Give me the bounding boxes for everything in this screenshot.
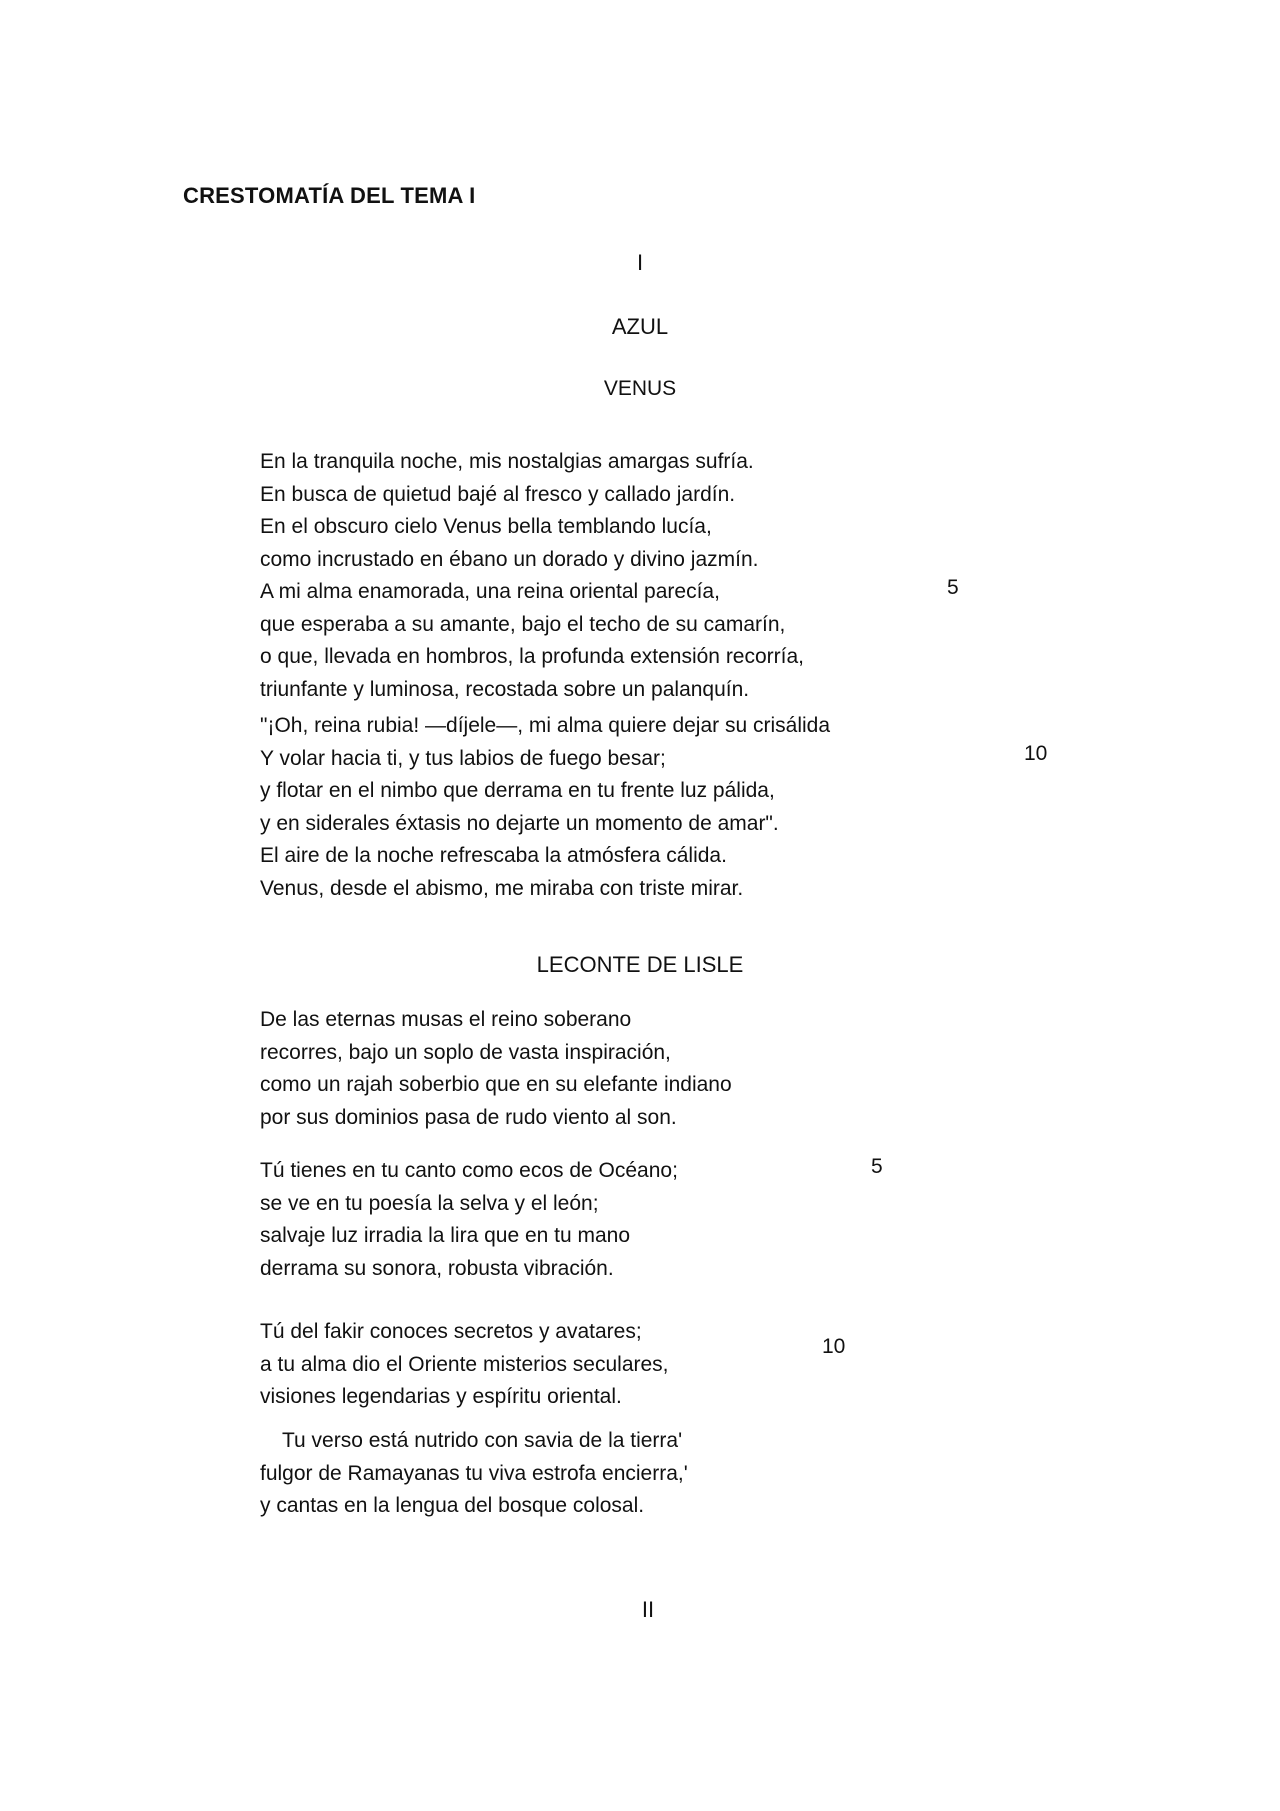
verse-line: A mi alma enamorada, una reina oriental parecía, bbox=[260, 580, 720, 603]
verse-line: como incrustado en ébano un dorado y divino jazmín. bbox=[260, 547, 759, 571]
verse-line: a tu alma dio el Oriente misterios seculares, bbox=[260, 1352, 669, 1376]
verse-line: visiones legendarias y espíritu oriental. bbox=[260, 1385, 622, 1408]
sonnet-stanza-1 bbox=[260, 1004, 732, 1134]
poem-title-venus: VENUS bbox=[603, 377, 677, 400]
verse-line: o que, llevada en hombros, la profunda extensión recorría, bbox=[260, 645, 805, 668]
verse-line: "¡Oh, reina rubia! —díjele—, mi alma quiere dejar su crisálida bbox=[260, 714, 831, 737]
verse-line: recorres, bajo un soplo de vasta inspiración, bbox=[260, 1040, 671, 1064]
sonnet-stanza-4 bbox=[260, 1425, 688, 1523]
section-number-2: II bbox=[641, 1597, 655, 1622]
poem-venus bbox=[260, 446, 830, 905]
verse-line: y flotar en el nimbo que derrama en tu frente luz pálida, bbox=[260, 779, 775, 802]
verse-line: derrama su sonora, robusta vibración. bbox=[260, 1256, 614, 1280]
verse-line: Tú del fakir conoces secretos y avatares; bbox=[260, 1320, 642, 1343]
verse-line: por sus dominios pasa de rudo viento al son. bbox=[260, 1105, 677, 1129]
verse-line: Tú tienes en tu canto como ecos de Océano; bbox=[260, 1159, 678, 1182]
sonnet-stanza-2 bbox=[260, 1155, 678, 1285]
page-heading: CRESTOMATÍA DEL TEMA I bbox=[183, 183, 476, 208]
line-number-5: 5 bbox=[947, 576, 959, 599]
verse-line: En la tranquila noche, mis nostalgias amargas sufría. bbox=[260, 450, 754, 473]
verse-line: El aire de la noche refrescaba la atmósfera cálida. bbox=[260, 844, 727, 867]
verse-line: Y volar hacia ti, y tus labios de fuego besar; bbox=[260, 746, 666, 770]
verse-line: y cantas en la lengua del bosque colosal. bbox=[260, 1494, 645, 1517]
verse-line: salvaje luz irradia la lira que en tu mano bbox=[260, 1224, 631, 1247]
sonnet-stanza-3 bbox=[260, 1316, 669, 1414]
verse-line: Tu verso está nutrido con savia de la tierra' bbox=[282, 1429, 683, 1452]
book-title: AZUL bbox=[611, 314, 669, 339]
verse-line: En el obscuro cielo Venus bella temblando lucía, bbox=[260, 515, 712, 538]
verse-line: De las eternas musas el reino soberano bbox=[260, 1008, 632, 1031]
line-number-5: 5 bbox=[871, 1155, 883, 1178]
verse-line: que esperaba a su amante, bajo el techo de su camarín, bbox=[260, 612, 786, 636]
verse-line: como un rajah soberbio que en su elefante indiano bbox=[260, 1073, 732, 1096]
section-number-1: I bbox=[636, 250, 644, 275]
verse-line: se ve en tu poesía la selva y el león; bbox=[260, 1191, 599, 1215]
verse-line: Venus, desde el abismo, me miraba con triste mirar. bbox=[260, 876, 744, 900]
poem-title-leconte: LECONTE DE LISLE bbox=[536, 952, 744, 977]
verse-line: fulgor de Ramayanas tu viva estrofa encierra,' bbox=[260, 1461, 688, 1485]
verse-line: En busca de quietud bajé al fresco y callado jardín. bbox=[260, 482, 736, 506]
line-number-10: 10 bbox=[822, 1335, 846, 1358]
verse-line: triunfante y luminosa, recostada sobre un palanquín. bbox=[260, 677, 750, 701]
line-number-10: 10 bbox=[1024, 742, 1048, 765]
verse-line: y en siderales éxtasis no dejarte un momento de amar". bbox=[260, 811, 779, 835]
